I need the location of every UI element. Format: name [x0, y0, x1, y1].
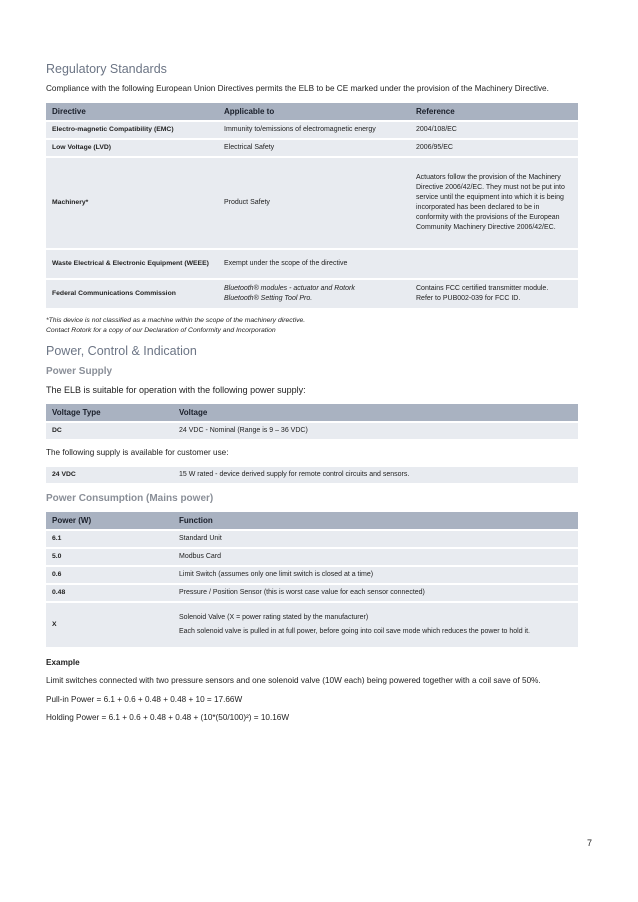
power-cell: 5.0 — [46, 549, 173, 565]
example-heading: Example — [46, 657, 80, 667]
customer-desc-cell: 15 W rated - device derived supply for remote control circuits and sensors. — [173, 467, 578, 483]
function-cell: Modbus Card — [173, 549, 578, 565]
col-directive: Directive — [46, 103, 218, 120]
table-row — [46, 603, 578, 647]
table-row — [46, 549, 578, 565]
regulatory-notes — [46, 316, 578, 336]
table-row — [46, 467, 578, 483]
customer-type-cell: 24 VDC — [46, 467, 173, 483]
table-row — [46, 158, 578, 248]
power-cell: X — [46, 603, 173, 647]
regulatory-heading: Regulatory Standards — [46, 62, 167, 76]
table-row — [46, 531, 578, 547]
table-row — [46, 567, 578, 583]
supply-table — [46, 402, 578, 441]
function-line: Each solenoid valve is pulled in at full power, before going into coil save mode which reduces the power to hold it. — [179, 627, 530, 635]
table-row — [46, 122, 578, 138]
directive-cell: Machinery* — [46, 158, 218, 248]
voltage-type-cell: DC — [46, 423, 173, 439]
customer-intro: The following supply is available for customer use: — [46, 448, 229, 457]
table-row — [46, 280, 578, 308]
directive-cell: Federal Communications Commission — [46, 280, 218, 308]
function-line: Solenoid Valve (X = power rating stated by the manufacturer) — [179, 613, 369, 621]
supply-heading: Power Supply — [46, 365, 113, 377]
customer-supply-table — [46, 465, 578, 485]
reference-cell — [410, 250, 578, 278]
regulatory-intro: Compliance with the following European Union Directives permits the ELB to be CE marked under the provision of the Machinery Directive. — [46, 84, 549, 93]
directive-cell: Low Voltage (LVD) — [46, 140, 218, 156]
reference-cell — [410, 280, 578, 308]
col-voltage-type: Voltage Type — [46, 404, 173, 421]
col-applicable: Applicable to — [218, 103, 410, 120]
table-header-row — [46, 512, 578, 529]
content — [46, 62, 578, 724]
table-row — [46, 250, 578, 278]
declaration-note: Contact Rotork for a copy of our Declaration of Conformity and Incorporation — [46, 326, 276, 334]
applies-line: Bluetooth® Setting Tool Pro. — [224, 294, 313, 302]
holding-power: Holding Power = 6.1 + 0.6 + 0.48 + 0.48 + (10*(50/100)²) = 10.16W — [46, 713, 290, 722]
function-cell: Standard Unit — [173, 531, 578, 547]
reference-cell: Actuators follow the provision of the Machinery Directive 2006/42/EC. They must not be put into service until the equipment into which it is being incorporated has been declared to be in conformity with the provisions of the European Community Machinery Directive 2006/42/EC. — [410, 158, 578, 248]
col-reference: Reference — [410, 103, 578, 120]
applies-cell: Exempt under the scope of the directive — [218, 250, 410, 278]
power-cell: 0.6 — [46, 567, 173, 583]
example-text: Limit switches connected with two pressure sensors and one solenoid valve (10W each) being powered together with a coil save of 50%. — [46, 676, 541, 685]
table-row — [46, 585, 578, 601]
directive-cell: Waste Electrical & Electronic Equipment (WEEE) — [46, 250, 218, 278]
table-header-row — [46, 404, 578, 421]
function-cell: Pressure / Position Sensor (this is worst case value for each sensor connected) — [173, 585, 578, 601]
power-heading: Power, Control & Indication — [46, 343, 197, 358]
function-cell — [173, 603, 578, 647]
directive-cell: Electro-magnetic Compatibility (EMC) — [46, 122, 218, 138]
power-cell: 0.48 — [46, 585, 173, 601]
reference-line: Refer to PUB002-039 for FCC ID. — [416, 294, 521, 302]
pull-in-power: Pull-in Power = 6.1 + 0.6 + 0.48 + 0.48 + 10 = 17.66W — [46, 694, 243, 704]
consumption-heading: Power Consumption (Mains power) — [46, 492, 214, 504]
consumption-table — [46, 510, 578, 649]
applies-cell: Immunity to/emissions of electromagnetic energy — [218, 122, 410, 138]
machinery-note: *This device is not classified as a machine within the scope of the machinery directive. — [46, 316, 306, 324]
directives-table — [46, 101, 578, 310]
reference-cell: 2006/95/EC — [410, 140, 578, 156]
table-row — [46, 423, 578, 439]
voltage-cell: 24 VDC - Nominal (Range is 9 – 36 VDC) — [173, 423, 578, 439]
table-row — [46, 140, 578, 156]
table-header-row — [46, 103, 578, 120]
function-cell: Limit Switch (assumes only one limit switch is closed at a time) — [173, 567, 578, 583]
col-voltage: Voltage — [173, 404, 578, 421]
col-function: Function — [173, 512, 578, 529]
reference-line: Contains FCC certified transmitter module. — [416, 284, 549, 292]
reference-cell: 2004/108/EC — [410, 122, 578, 138]
applies-cell: Product Safety — [218, 158, 410, 248]
power-cell: 6.1 — [46, 531, 173, 547]
applies-cell — [218, 280, 410, 308]
col-power: Power (W) — [46, 512, 173, 529]
supply-intro: The ELB is suitable for operation with the following power supply: — [46, 384, 306, 395]
applies-line: Bluetooth® modules - actuator and Rotork — [224, 284, 355, 292]
page-number: 7 — [586, 838, 592, 848]
applies-cell: Electrical Safety — [218, 140, 410, 156]
